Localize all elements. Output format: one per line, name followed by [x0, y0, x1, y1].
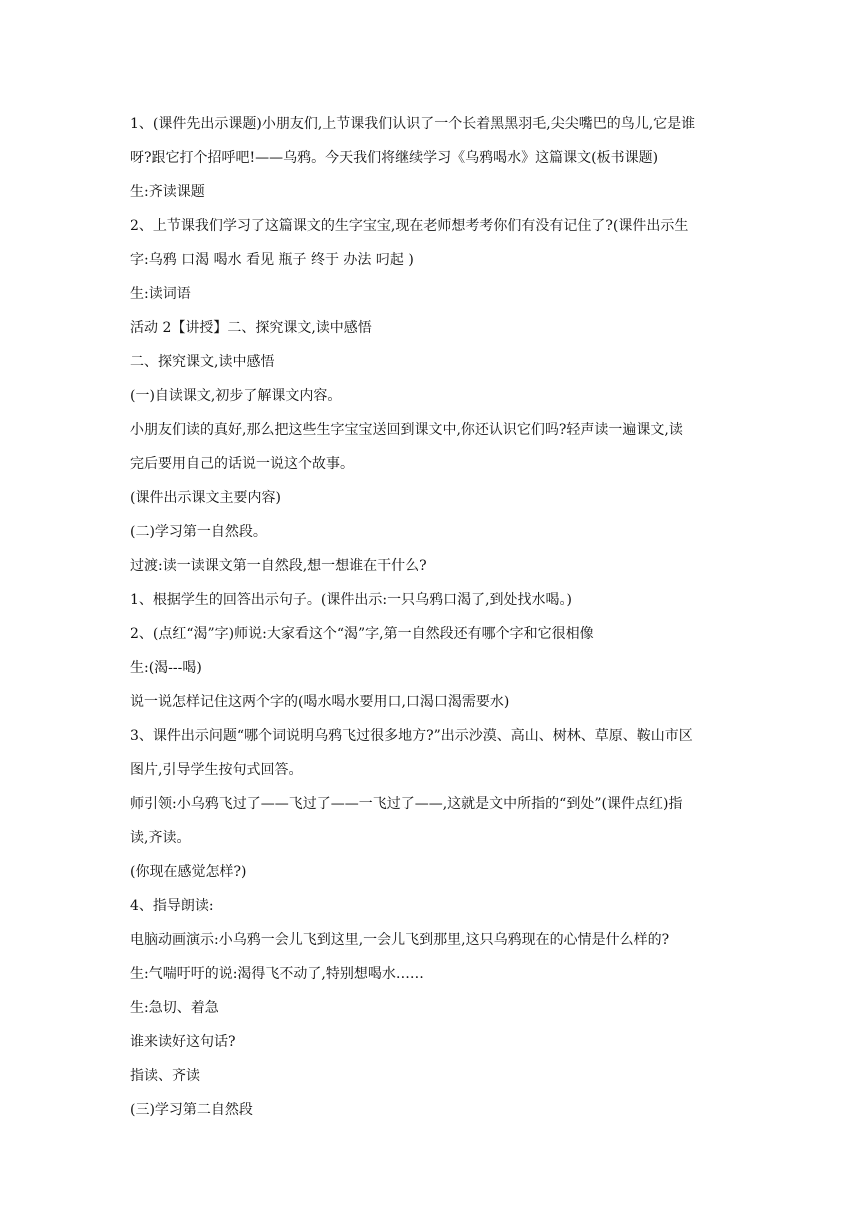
text-line: 2、(点红“渴”字)师说:大家看这个“渴”字,第一自然段还有哪个字和它很相像	[130, 626, 594, 642]
text-line: (课件出示课文主要内容)	[130, 490, 281, 506]
text-line: 生:齐读课题	[130, 184, 205, 200]
text-line: 指读、齐读	[130, 1068, 200, 1084]
text-line: 过渡:读一读课文第一自然段,想一想谁在干什么?	[130, 558, 427, 574]
text-line: 图片,引导学生按句式回答。	[130, 762, 303, 778]
text-line: 生:(渴---喝)	[130, 660, 202, 676]
text-line: 完后要用自己的话说一说这个故事。	[130, 456, 354, 472]
text-line: 2、上节课我们学习了这篇课文的生字宝宝,现在老师想考考你们有没有记住了?(课件出示生	[130, 218, 689, 234]
text-line: 小朋友们读的真好,那么把这些生字宝宝送回到课文中,你还认识它们吗?轻声读一遍课文,读	[130, 422, 683, 438]
text-line: 呀?跟它打个招呼吧!——乌鸦。今天我们将继续学习《乌鸦喝水》这篇课文(板书课题)	[130, 150, 659, 166]
section-heading: 活动 2【讲授】二、探究课文,读中感悟	[130, 320, 372, 336]
text-line: 4、指导朗读:	[130, 898, 214, 914]
text-line: 谁来读好这句话?	[130, 1034, 236, 1050]
text-line: 3、课件出示问题“哪个词说明乌鸦飞过很多地方?”出示沙漠、高山、树林、草原、鞍山市区	[130, 728, 693, 744]
subsection-heading: (二)学习第一自然段。	[130, 524, 267, 540]
text-line: 1、(课件先出示课题)小朋友们,上节课我们认识了一个长着黑黑羽毛,尖尖嘴巴的鸟儿,它是谁	[130, 116, 696, 132]
text-line: 生:读词语	[130, 286, 191, 302]
document-page	[130, 107, 732, 1127]
text-line: 师引领:小乌鸦飞过了——飞过了——一飞过了——,这就是文中所指的“到处”(课件点红)指	[130, 796, 683, 812]
text-line: 字:乌鸦 口渴 喝水 看见 瓶子 终于 办法 叼起 )	[130, 252, 414, 268]
text-line: (你现在感觉怎样?)	[130, 864, 247, 880]
text-line: 说一说怎样记住这两个字的(喝水喝水要用口,口渴口渴需要水)	[130, 694, 510, 710]
subsection-heading: (一)自读课文,初步了解课文内容。	[130, 388, 342, 404]
subsection-heading: (三)学习第二自然段	[130, 1102, 253, 1118]
text-line: 电脑动画演示:小乌鸦一会儿飞到这里,一会儿飞到那里,这只乌鸦现在的心情是什么样的?	[130, 932, 670, 948]
text-line: 生:急切、着急	[130, 1000, 219, 1016]
text-line: 1、根据学生的回答出示句子。(课件出示:一只乌鸦口渴了,到处找水喝。)	[130, 592, 572, 608]
section-heading: 二、探究课文,读中感悟	[130, 354, 275, 370]
text-line: 生:气喘吁吁的说:渴得飞不动了,特别想喝水……	[130, 966, 424, 982]
text-line: 读,齐读。	[130, 830, 191, 846]
